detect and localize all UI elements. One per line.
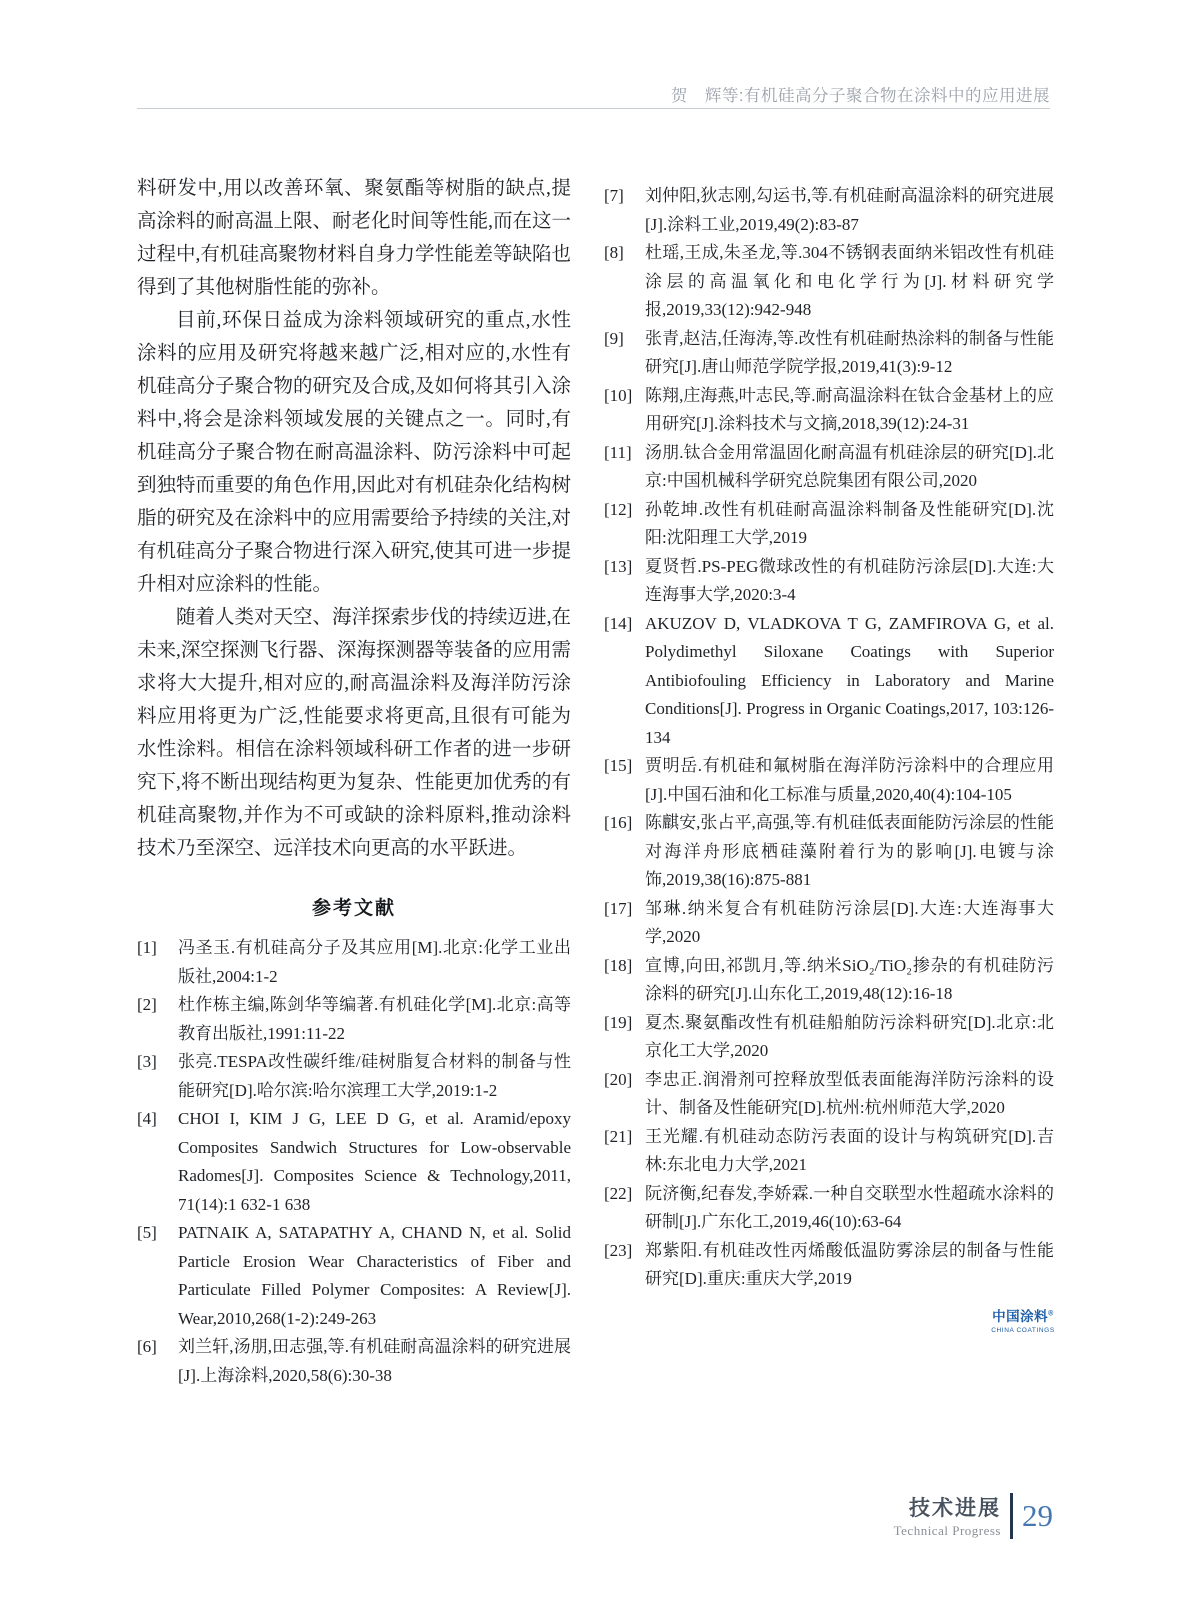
reference-label: [1] [137, 938, 157, 957]
reference-label: [7] [604, 186, 624, 205]
references-heading: 参考文献 [311, 898, 396, 919]
reference-label: [3] [137, 1052, 157, 1071]
reference-item [137, 1333, 571, 1390]
reference-item [137, 1105, 571, 1219]
running-head-title: 贺 辉等:有机硅高分子聚合物在涂料中的应用进展 [670, 87, 1050, 105]
reference-text: 刘兰轩,汤朋,田志强,等.有机硅耐高温涂料的研究进展[J].上海涂料,2020,58(6):30-38 [178, 1337, 571, 1385]
logo-chinese-name: 中国涂料® [992, 1309, 1054, 1324]
reference-item [604, 239, 1054, 325]
body-paragraph: 目前,环保日益成为涂料领域研究的重点,水性涂料的应用及研究将越来越广泛,相对应的,水性有机硅高分子聚合物的研究及合成,及如何将其引入涂料中,将会是涂料领域发展的关键点之一。同时,有机硅高分子聚合物在耐高温涂料、防污涂料中可起到独特而重要的角色作用,因此对有机硅杂化结构树脂的研究及在涂料中的应用需要给予持续的关注,对有机硅高分子聚合物进行深入研究,使其可进一步提升相对应涂料的性能。 [137, 310, 571, 595]
reference-item [604, 1123, 1054, 1180]
reference-item [604, 439, 1054, 496]
reference-label: [16] [604, 813, 633, 832]
registered-mark-icon: ® [1048, 1310, 1054, 1318]
logo-english-name: CHINA COATINGS [991, 1326, 1055, 1334]
section-title-chinese: 技术进展 [909, 1497, 1001, 1520]
reference-label: [5] [137, 1223, 157, 1242]
reference-text: 陈麒安,张占平,高强,等.有机硅低表面能防污涂层的性能对海洋舟形底栖硅藻附着行为的影响[J].电镀与涂饰,2019,38(16):875-881 [645, 813, 1054, 889]
section-title-english: Technical Progress [893, 1523, 1001, 1538]
reference-label: [20] [604, 1069, 633, 1089]
reference-text: 夏贤哲.PS-PEG微球改性的有机硅防污涂层[D].大连:大连海事大学,2020:3-4 [645, 556, 1054, 604]
reference-text: 王光耀.有机硅动态防污表面的设计与构筑研究[D].吉林:东北电力大学,2021 [645, 1126, 1054, 1174]
reference-text: 杜瑶,王成,朱圣龙,等.304不锈钢表面纳米铝改性有机硅涂层的高温氧化和电化学行为[J].材料研究学报,2019,33(12):942-948 [645, 243, 1054, 319]
reference-item [604, 809, 1054, 895]
reference-text: 阮济衡,纪春发,李娇霖.一种自交联型水性超疏水涂料的研制[J].广东化工,2019,46(10):63-64 [645, 1183, 1054, 1231]
page-footer [894, 1492, 1053, 1539]
reference-item [137, 1048, 571, 1105]
reference-text: 刘仲阳,狄志刚,勾运书,等.有机硅耐高温涂料的研究进展[J].涂料工业,2019,49(2):83-87 [645, 186, 1054, 234]
reference-item [604, 1009, 1054, 1066]
reference-text: 贾明岳.有机硅和氟树脂在海洋防污涂料中的合理应用[J].中国石油和化工标准与质量,2020,40(4):104-105 [645, 756, 1054, 804]
reference-label: [4] [137, 1109, 157, 1128]
reference-item [137, 934, 571, 991]
reference-label: [22] [604, 1183, 633, 1203]
reference-text: AKUZOV D, VLADKOVA T G, ZAMFIROVA G, et al. Polydimethyl Siloxane Coatings with Superior Antibiofouling Efficiency in Laboratory and Marine Conditions[J]. Progress in Organic Coatings,2017, 103:126-134 [645, 613, 1054, 747]
body-paragraph: 料研发中,用以改善环氧、聚氨酯等树脂的缺点,提高涂料的耐高温上限、耐老化时间等性能,而在这一过程中,有机硅高聚物材料自身力学性能差等缺陷也得到了其他树脂性能的弥补。 [137, 178, 571, 298]
body-paragraph: 随着人类对天空、海洋探索步伐的持续迈进,在未来,深空探测飞行器、深海探测器等装备的应用需求将大大提升,相对应的,耐高温涂料及海洋防污涂料应用将更为广泛,性能要求将更高,且很有可能为水性涂料。相信在涂料领域科研工作者的进一步研究下,将不断出现结构更为复杂、性能更加优秀的有机硅高聚物,并作为不可或缺的涂料原料,推动涂料技术乃至深空、远洋技术向更高的水平跃进。 [137, 607, 571, 859]
reference-text: 夏杰.聚氨酯改性有机硅船舶防污涂料研究[D].北京:北京化工大学,2020 [645, 1012, 1054, 1060]
reference-text: 张亮.TESPA改性碳纤维/硅树脂复合材料的制备与性能研究[D].哈尔滨:哈尔滨理工大学,2019:1-2 [178, 1052, 571, 1100]
reference-item [604, 895, 1054, 952]
reference-label: [12] [604, 499, 633, 519]
china-coatings-logo [988, 1310, 1058, 1334]
reference-item [604, 1066, 1054, 1123]
reference-text: 宣博,向田,祁凯月,等.纳米SiO₂/TiO₂掺杂的有机硅防污涂料的研究[J].山东化工,2019,48(12):16-18 [645, 955, 1054, 1003]
reference-item [604, 496, 1054, 553]
reference-text: 邹琳.纳米复合有机硅防污涂层[D].大连:大连海事大学,2020 [645, 898, 1054, 946]
reference-text: CHOI I, KIM J G, LEE D G, et al. Aramid/epoxy Composites Sandwich Structures for Low-observable Radomes[J]. Composites Science & Technology,2011, 71(14):1 632-1 638 [178, 1109, 571, 1214]
reference-item [604, 952, 1054, 1009]
reference-item [604, 752, 1054, 809]
left-column [137, 172, 571, 1390]
reference-label: [14] [604, 613, 633, 633]
reference-label: [9] [604, 328, 624, 348]
reference-item [604, 1237, 1054, 1294]
reference-label: [10] [604, 385, 633, 405]
reference-item [604, 610, 1054, 753]
reference-item [137, 1219, 571, 1333]
reference-label: [18] [604, 955, 633, 975]
reference-item [137, 991, 571, 1048]
reference-label: [6] [137, 1337, 157, 1356]
right-column [604, 182, 1054, 1294]
reference-label: [15] [604, 756, 633, 775]
reference-text: 李忠正.润滑剂可控释放型低表面能海洋防污涂料的设计、制备及性能研究[D].杭州:杭州师范大学,2020 [645, 1069, 1054, 1117]
reference-text: 杜作栋主编,陈剑华等编著.有机硅化学[M].北京:高等教育出版社,1991:11-22 [178, 995, 571, 1043]
reference-label: [21] [604, 1126, 633, 1146]
header-rule [137, 108, 1050, 109]
reference-item [604, 553, 1054, 610]
reference-item [604, 182, 1054, 239]
reference-text: PATNAIK A, SATAPATHY A, CHAND N, et al. Solid Particle Erosion Wear Characteristics of Fiber and Particulate Filled Polymer Composites: A Review[J]. Wear,2010,268(1-2):249-263 [178, 1223, 571, 1328]
reference-label: [11] [604, 442, 632, 462]
footer-section-title [894, 1492, 1010, 1539]
reference-label: [19] [604, 1012, 633, 1032]
reference-text: 孙乾坤.改性有机硅耐高温涂料制备及性能研究[D].沈阳:沈阳理工大学,2019 [645, 499, 1054, 547]
reference-text: 郑紫阳.有机硅改性丙烯酸低温防雾涂层的制备与性能研究[D].重庆:重庆大学,2019 [645, 1240, 1054, 1288]
reference-text: 陈翔,庄海燕,叶志民,等.耐高温涂料在钛合金基材上的应用研究[J].涂料技术与文摘,2018,39(12):24-31 [645, 385, 1054, 433]
reference-label: [23] [604, 1240, 633, 1260]
reference-text: 张青,赵洁,任海涛,等.改性有机硅耐热涂料的制备与性能研究[J].唐山师范学院学报,2019,41(3):9-12 [645, 328, 1054, 376]
reference-item [604, 1180, 1054, 1237]
reference-label: [17] [604, 898, 633, 918]
reference-text: 汤朋.钛合金用常温固化耐高温有机硅涂层的研究[D].北京:中国机械科学研究总院集团有限公司,2020 [645, 442, 1054, 490]
reference-text: 冯圣玉.有机硅高分子及其应用[M].北京:化学工业出版社,2004:1-2 [178, 938, 571, 986]
reference-label: [8] [604, 243, 624, 262]
reference-item [604, 382, 1054, 439]
reference-item [604, 325, 1054, 382]
reference-label: [2] [137, 995, 157, 1014]
reference-label: [13] [604, 556, 633, 576]
page-number: 29 [1022, 1498, 1053, 1533]
